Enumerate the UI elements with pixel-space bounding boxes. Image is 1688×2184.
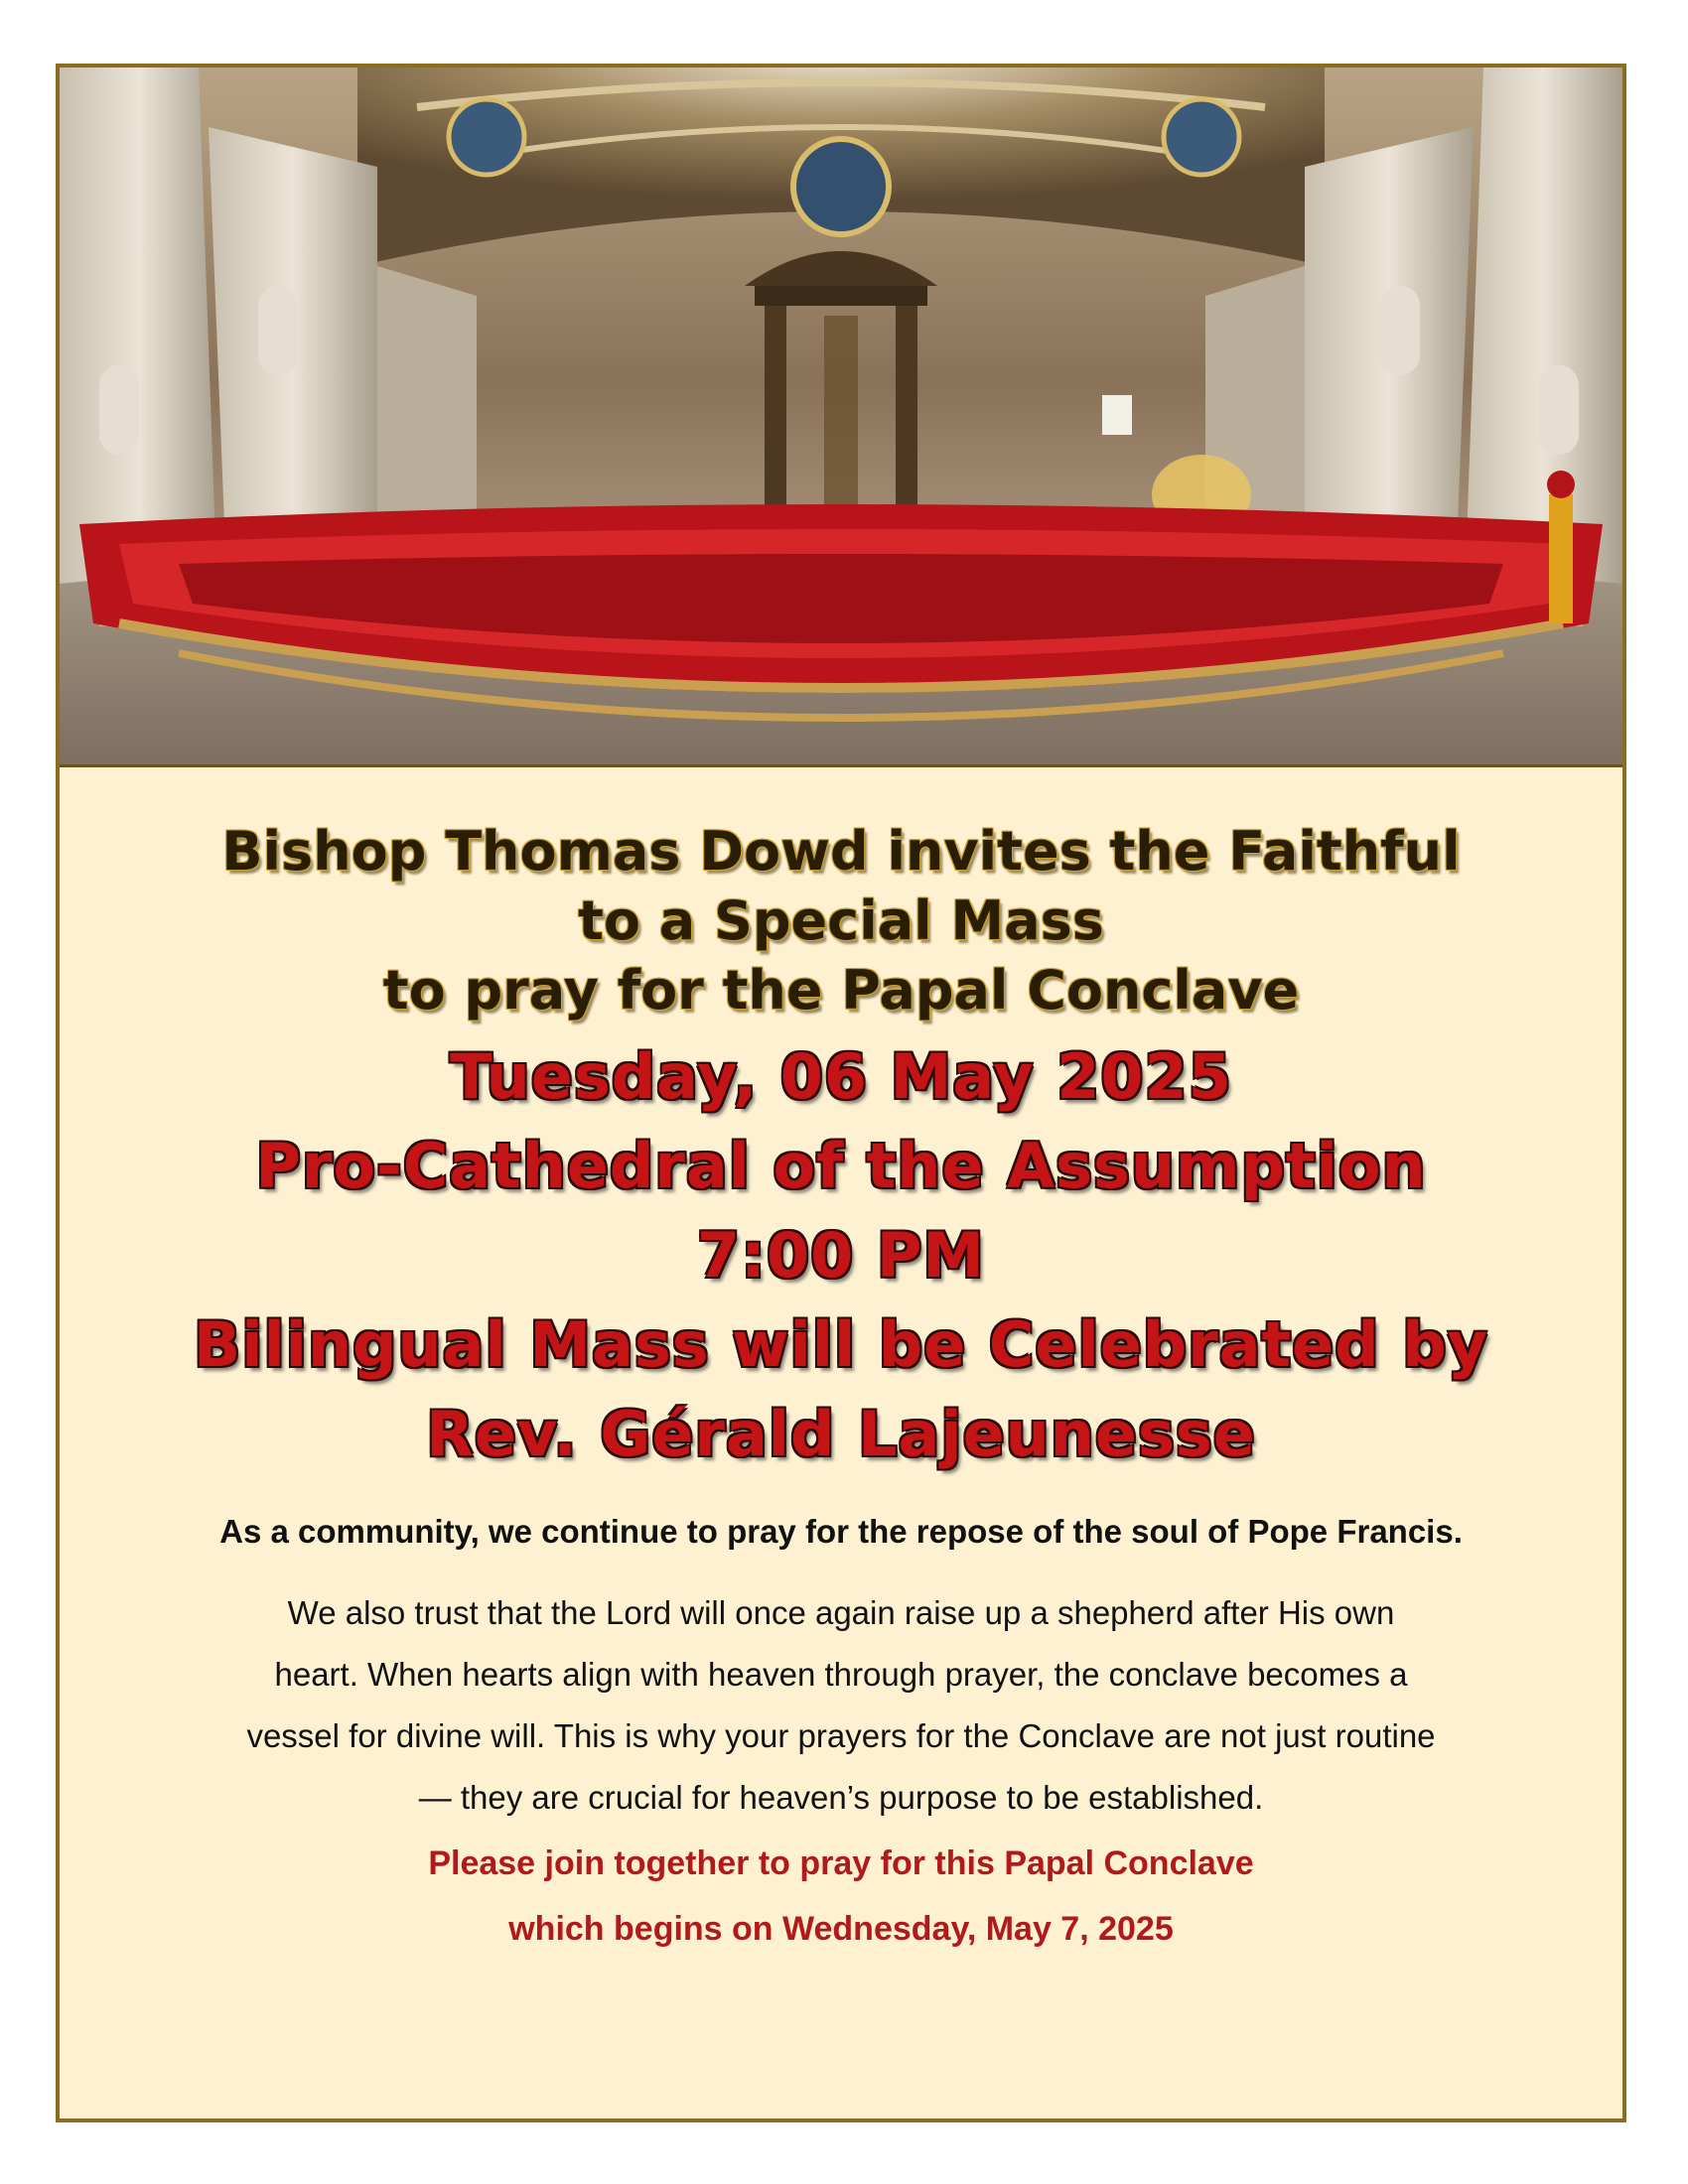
body-line-2: heart. When hearts align with heaven through prayer, the conclave becomes a xyxy=(274,1656,1408,1693)
repose-text: As a community, we continue to pray for the repose of the soul of Pope Francis. xyxy=(219,1513,1463,1550)
flyer-text xyxy=(60,767,1622,2118)
event-date: Tuesday, 06 May 2025 xyxy=(450,1040,1232,1113)
invitation-line-2: to a Special Mass xyxy=(578,889,1104,952)
basilica-photo xyxy=(60,68,1622,767)
flyer-frame xyxy=(56,64,1626,2122)
event-location: Pro-Cathedral of the Assumption xyxy=(255,1130,1427,1202)
event-time: 7:00 PM xyxy=(697,1219,985,1292)
celebrant-line-2: Rev. Gérald Lajeunesse xyxy=(426,1398,1256,1470)
body-line-3: vessel for divine will. This is why your prayers for the Conclave are not just routine xyxy=(246,1717,1436,1754)
celebrant-line-1: Bilingual Mass will be Celebrated by xyxy=(193,1308,1488,1381)
closing-line-1: Please join together to pray for this Papal Conclave xyxy=(428,1844,1254,1882)
body-line-4: — they are crucial for heaven’s purpose to be established. xyxy=(418,1779,1264,1816)
invitation-line-1: Bishop Thomas Dowd invites the Faithful xyxy=(221,820,1461,883)
closing-line-2: which begins on Wednesday, May 7, 2025 xyxy=(508,1910,1174,1948)
invitation-line-3: to pray for the Papal Conclave xyxy=(382,959,1300,1022)
basilica-illustration xyxy=(60,68,1622,764)
body-line-1: We also trust that the Lord will once again raise up a shepherd after His own xyxy=(287,1594,1395,1631)
